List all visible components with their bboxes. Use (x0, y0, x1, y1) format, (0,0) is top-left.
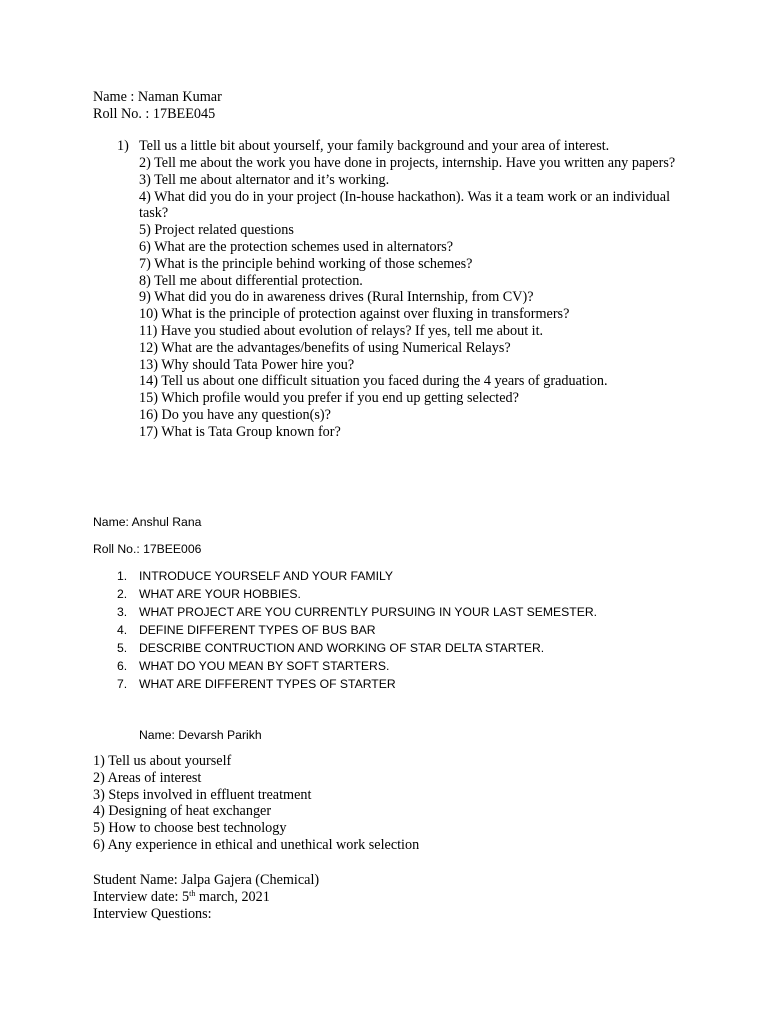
question-item (117, 675, 597, 693)
section-jalpa-gajera (93, 872, 319, 922)
question-item: 4) What did you do in your project (In-house hackathon). Was it a team work or an individual task? (139, 188, 671, 222)
question-number: 1. (117, 569, 128, 583)
question-item: 3) Steps involved in effluent treatment (93, 786, 312, 803)
question-text: WHAT DO YOU MEAN BY SOFT STARTERS. (139, 659, 390, 673)
question-item: 11) Have you studied about evolution of relays? If yes, tell me about it. (139, 322, 544, 339)
question-number: 2. (117, 587, 128, 601)
question-item (117, 621, 597, 639)
question-item: 6) What are the protection schemes used in alternators? (139, 238, 454, 255)
interview-date-superscript: th (189, 888, 196, 898)
question-number: 6. (117, 659, 128, 673)
interview-date-prefix: Interview date: 5 (93, 888, 190, 905)
question-item: 16) Do you have any question(s)? (139, 406, 331, 423)
roll-number: Roll No. : 17BEE045 (93, 105, 216, 122)
question-item: 3) Tell me about alternator and it’s working. (139, 171, 390, 188)
question-number: 4. (117, 623, 128, 637)
question-item (117, 639, 597, 657)
question-text: WHAT ARE DIFFERENT TYPES OF STARTER (139, 677, 396, 691)
question-item: 9) What did you do in awareness drives (Rural Internship, from CV)? (139, 289, 534, 306)
question-item: 14) Tell us about one difficult situation you faced during the 4 years of graduation. (139, 373, 608, 390)
question-text: INTRODUCE YOURSELF AND YOUR FAMILY (139, 569, 393, 583)
section-naman-kumar-header (93, 89, 222, 123)
question-text: Tell us a little bit about yourself, your family background and your area of interest. (139, 138, 610, 154)
question-item: 2) Tell me about the work you have done in projects, internship. Have you written any papers? (139, 155, 676, 171)
question-item: 5) How to choose best technology (93, 820, 287, 837)
question-text: DEFINE DIFFERENT TYPES OF BUS BAR (139, 623, 376, 637)
question-list (117, 567, 597, 693)
question-number: 5. (117, 641, 128, 655)
interview-date (93, 889, 319, 906)
question-item: 6) Any experience in ethical and unethical work selection (93, 836, 420, 853)
question-item: 13) Why should Tata Power hire you? (139, 356, 355, 373)
question-item: 7) What is the principle behind working of those schemes? (139, 255, 473, 272)
question-item: 17) What is Tata Group known for? (139, 423, 341, 440)
question-text: WHAT PROJECT ARE YOU CURRENTLY PURSUING IN YOUR LAST SEMESTER. (139, 605, 598, 619)
interview-date-suffix: march, 2021 (195, 888, 270, 905)
interview-questions-heading: Interview Questions: (93, 905, 212, 922)
question-item (117, 657, 597, 675)
student-name: Name: Devarsh Parikh (139, 728, 262, 742)
question-number: 7. (117, 677, 128, 691)
question-item: 10) What is the principle of protection against over fluxing in transformers? (139, 306, 570, 323)
student-name: Name: Anshul Rana (93, 515, 202, 529)
question-item: 12) What are the advantages/benefits of using Numerical Relays? (139, 339, 511, 356)
question-number: 3. (117, 605, 128, 619)
question-item: 4) Designing of heat exchanger (93, 803, 272, 820)
question-item: 8) Tell me about differential protection. (139, 272, 363, 289)
question-list (139, 155, 699, 441)
question-item: 2) Areas of interest (93, 769, 202, 786)
question-text: DESCRIBE CONTRUCTION AND WORKING OF STAR DELTA STARTER. (139, 641, 545, 655)
question-item: 1) Tell us about yourself (93, 753, 232, 769)
question-text: WHAT ARE YOUR HOBBIES. (139, 587, 301, 601)
question-number: 1) (117, 138, 129, 154)
question-list (93, 753, 419, 854)
student-name: Student Name: Jalpa Gajera (Chemical) (93, 872, 320, 888)
student-name: Name : Naman Kumar (93, 89, 222, 105)
question-item (117, 603, 597, 621)
question-item: 5) Project related questions (139, 222, 294, 239)
question-item: 15) Which profile would you prefer if you end up getting selected? (139, 390, 519, 407)
question-item (117, 138, 609, 155)
question-item (117, 567, 597, 585)
roll-number: Roll No.: 17BEE006 (93, 542, 202, 556)
question-item (117, 585, 597, 603)
